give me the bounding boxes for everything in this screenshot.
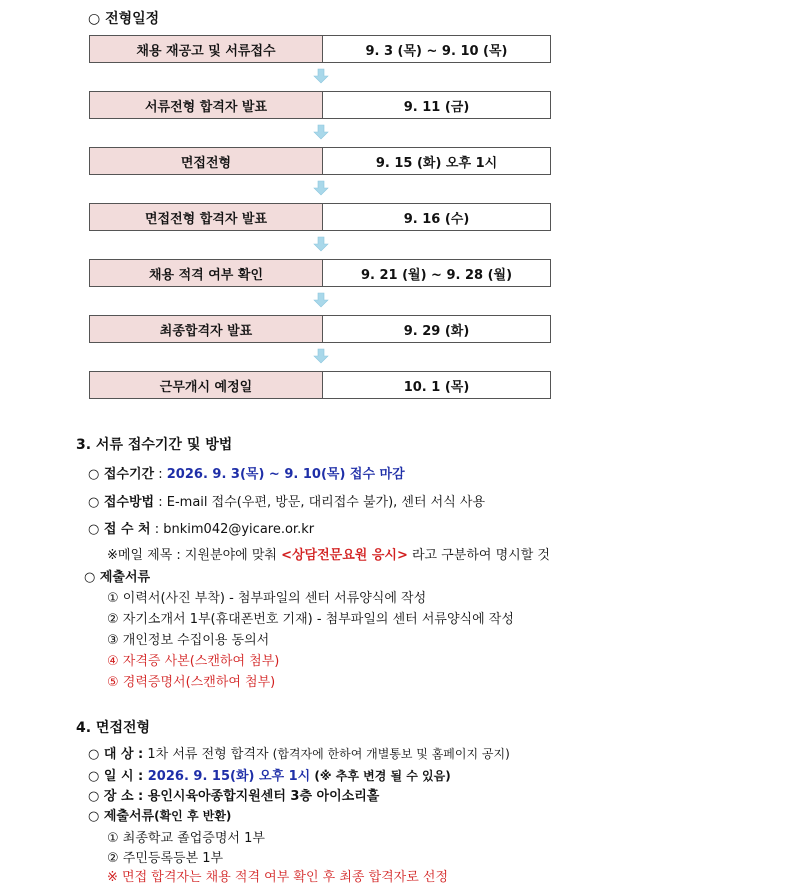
schedule-value: 9. 29 (화) xyxy=(323,316,550,342)
place-line xyxy=(88,785,379,804)
section3-title: 3. 서류 접수기간 및 방법 xyxy=(76,437,233,453)
note-prefix: ※메일 제목 : 지원분야에 맞춰 xyxy=(107,548,282,563)
note-highlight: <상담전문요원 응시> xyxy=(281,548,408,563)
schedule-row xyxy=(89,35,551,63)
schedule-label: 면접전형 합격자 발표 xyxy=(90,204,323,230)
interview-docs-title-line xyxy=(88,805,231,824)
down-arrow-icon xyxy=(313,68,329,84)
interview-docs-title: ○ 제출서류 xyxy=(88,809,155,824)
email-subject-note xyxy=(107,544,550,563)
schedule-value: 10. 1 (목) xyxy=(323,372,550,398)
doc-item: ② 자기소개서 1부(휴대폰번호 기재) - 첨부파일의 센터 서류양식에 작성 xyxy=(107,612,514,627)
method-label: ○ 접수방법 xyxy=(88,495,155,510)
schedule-value: 9. 11 (금) xyxy=(323,92,550,118)
doc-item: ① 이력서(사진 부착) - 첨부파일의 센터 서류양식에 작성 xyxy=(107,591,427,606)
schedule-label: 근무개시 예정일 xyxy=(90,372,323,398)
date-value: 2026. 9. 15(화) 오후 1시 xyxy=(147,769,311,784)
down-arrow-icon xyxy=(313,348,329,364)
schedule-row xyxy=(89,315,551,343)
destination-line xyxy=(88,518,314,537)
interview-doc-item: ① 최종학교 졸업증명서 1부 xyxy=(107,831,265,846)
period-sep: : xyxy=(154,467,167,482)
interview-docs-note: (확인 후 반환) xyxy=(154,809,232,823)
schedule-value: 9. 21 (월) ~ 9. 28 (월) xyxy=(323,260,550,286)
schedule-row xyxy=(89,147,551,175)
schedule-label: 면접전형 xyxy=(90,148,323,174)
doc-item: ③ 개인정보 수집이용 동의서 xyxy=(107,633,270,648)
date-label: ○ 일 시 : xyxy=(88,769,148,784)
down-arrow-icon xyxy=(313,180,329,196)
schedule-value: 9. 15 (화) 오후 1시 xyxy=(323,148,550,174)
target-value: 1차 서류 전형 합격자 xyxy=(143,747,273,762)
schedule-label: 채용 적격 여부 확인 xyxy=(90,260,323,286)
final-selection-note: ※ 면접 합격자는 채용 적격 여부 확인 후 최종 합격자로 선정 xyxy=(107,870,449,885)
period-label: ○ 접수기간 xyxy=(88,467,155,482)
down-arrow-icon xyxy=(313,292,329,308)
schedule-label: 채용 재공고 및 서류접수 xyxy=(90,36,323,62)
period-value: 2026. 9. 3(목) ~ 9. 10(목) 접수 마감 xyxy=(166,467,405,482)
method-value: : E-mail 접수(우편, 방문, 대리접수 불가), 센터 서식 사용 xyxy=(154,495,486,510)
target-note: (합격자에 한하여 개별통보 및 홈페이지 공지) xyxy=(272,747,510,761)
place-label: ○ 장 소 : xyxy=(88,789,148,804)
method-line xyxy=(88,491,485,510)
down-arrow-icon xyxy=(313,236,329,252)
note-suffix: 라고 구분하여 명시할 것 xyxy=(407,548,550,563)
destination-email: : bnkim042@yicare.or.kr xyxy=(150,522,315,537)
schedule-label: 서류전형 합격자 발표 xyxy=(90,92,323,118)
schedule-value: 9. 3 (목) ~ 9. 10 (목) xyxy=(323,36,550,62)
period-line xyxy=(88,463,405,482)
schedule-row xyxy=(89,203,551,231)
date-note: (※ 추후 변경 될 수 있음) xyxy=(310,769,451,783)
destination-label: ○ 접 수 처 xyxy=(88,522,151,537)
target-line xyxy=(88,743,510,762)
date-line xyxy=(88,765,451,784)
schedule-value: 9. 16 (수) xyxy=(323,204,550,230)
schedule-label: 최종합격자 발표 xyxy=(90,316,323,342)
schedule-row xyxy=(89,91,551,119)
doc-item-required: ④ 자격증 사본(스캔하여 첨부) xyxy=(107,654,280,669)
schedule-title: ○ 전형일정 xyxy=(88,11,160,27)
schedule-row xyxy=(89,259,551,287)
place-value: 용인시육아종합지원센터 3층 아이소리홀 xyxy=(147,789,380,804)
interview-doc-item: ② 주민등록등본 1부 xyxy=(107,851,224,866)
down-arrow-icon xyxy=(313,124,329,140)
doc-item-required: ⑤ 경력증명서(스캔하여 첨부) xyxy=(107,675,276,690)
docs-title: ○ 제출서류 xyxy=(84,570,151,585)
section4-title: 4. 면접전형 xyxy=(76,720,151,736)
target-label: ○ 대 상 : xyxy=(88,747,144,762)
schedule-row xyxy=(89,371,551,399)
